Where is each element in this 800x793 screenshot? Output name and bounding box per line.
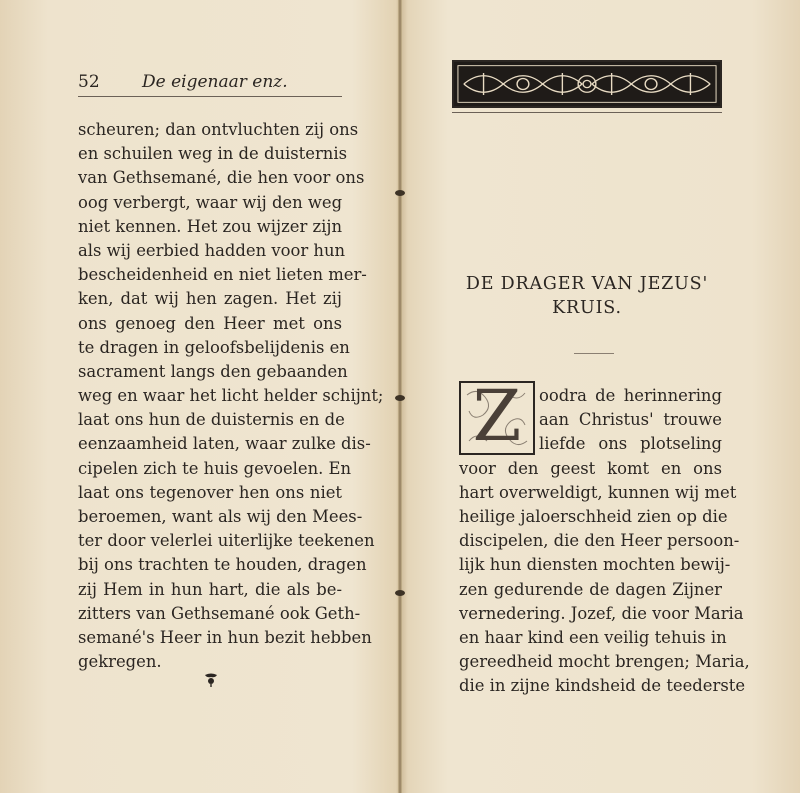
text-line: laat ons tegenover hen ons niet xyxy=(78,482,342,502)
left-page-header xyxy=(78,72,342,97)
text-line: bescheidenheid en niet lieten mer- xyxy=(78,265,367,285)
decorative-headpiece-icon xyxy=(452,60,722,108)
text-line: gekregen. xyxy=(78,652,162,672)
text-line: ons genoeg den Heer met ons xyxy=(78,313,342,333)
text-line: beroemen, want als wij den Mees- xyxy=(78,507,363,526)
drop-cap-letter: Z xyxy=(472,375,522,457)
text-line: niet kennen. Het zou wijzer zijn xyxy=(78,216,343,236)
text-line: weg en waar het licht helder schijnt; xyxy=(78,386,384,406)
text-line: sacrament langs den gebaanden xyxy=(78,361,348,381)
text-line: die in zijne kindsheid de teederste xyxy=(459,676,746,696)
chapter-title-line: KRUIS. xyxy=(552,298,622,318)
binding-stitch xyxy=(395,190,405,196)
text-line: lijk hun diensten mochten bewij- xyxy=(459,555,731,575)
text-line: ter door velerlei uiterlijke teekenen xyxy=(78,531,375,551)
text-line: gereedheid mocht brengen; Maria, xyxy=(459,652,750,672)
text-line: zitters van Gethsemané ook Geth- xyxy=(78,603,361,623)
text-line: vernedering. Jozef, die voor Maria xyxy=(459,603,744,623)
binding-stitch xyxy=(395,395,405,401)
headpiece-rule xyxy=(452,112,722,113)
text-line: oog verbergt, waar wij den weg xyxy=(78,192,343,212)
text-line: eenzaamheid laten, waar zulke dis- xyxy=(78,434,371,454)
title-rule xyxy=(574,353,614,354)
text-line: liefde ons plotseling xyxy=(539,434,722,454)
text-line: laat ons hun de duisternis en de xyxy=(78,410,345,430)
text-line: bij ons trachten te houden, dragen xyxy=(78,555,367,575)
text-line: discipelen, die den Heer persoon- xyxy=(459,531,740,551)
text-line: van Gethsemané, die hen voor ons xyxy=(78,168,365,188)
text-line: en schuilen weg in de duisternis xyxy=(78,144,347,164)
text-line: aan Christus' trouwe xyxy=(539,410,722,430)
text-line: heilige jaloerschheid zien op die xyxy=(459,506,728,526)
left-page-body xyxy=(78,118,384,674)
chapter-title-line: DE DRAGER VAN JEZUS' xyxy=(465,274,709,294)
text-line: ken, dat wij hen zagen. Het zij xyxy=(78,289,342,309)
text-line: hart overweldigt, kunnen wij met xyxy=(459,482,737,502)
text-line: voor den geest komt en ons xyxy=(459,458,722,478)
right-page-body xyxy=(459,384,750,698)
text-line: als wij eerbied hadden voor hun xyxy=(78,240,346,260)
text-line: scheuren; dan ontvluchten zij ons xyxy=(78,120,359,139)
text-line: zij Hem in hun hart, die als be- xyxy=(78,579,342,599)
tailpiece-ornament-icon xyxy=(203,672,219,688)
text-line: oodra de herinnering xyxy=(539,386,722,405)
chapter-title xyxy=(452,272,722,320)
text-line: zen gedurende de dagen Zijner xyxy=(459,579,722,599)
text-line: semané's Heer in hun bezit hebben xyxy=(78,627,372,647)
binding-stitch xyxy=(395,590,405,596)
page-number: 52 xyxy=(78,72,100,92)
running-title: De eigenaar enz. xyxy=(142,72,288,92)
text-line: cipelen zich te huis gevoelen. En xyxy=(78,458,352,478)
text-line: en haar kind een veilig tehuis in xyxy=(459,627,727,647)
text-line: te dragen in geloofsbelijdenis en xyxy=(78,337,350,357)
